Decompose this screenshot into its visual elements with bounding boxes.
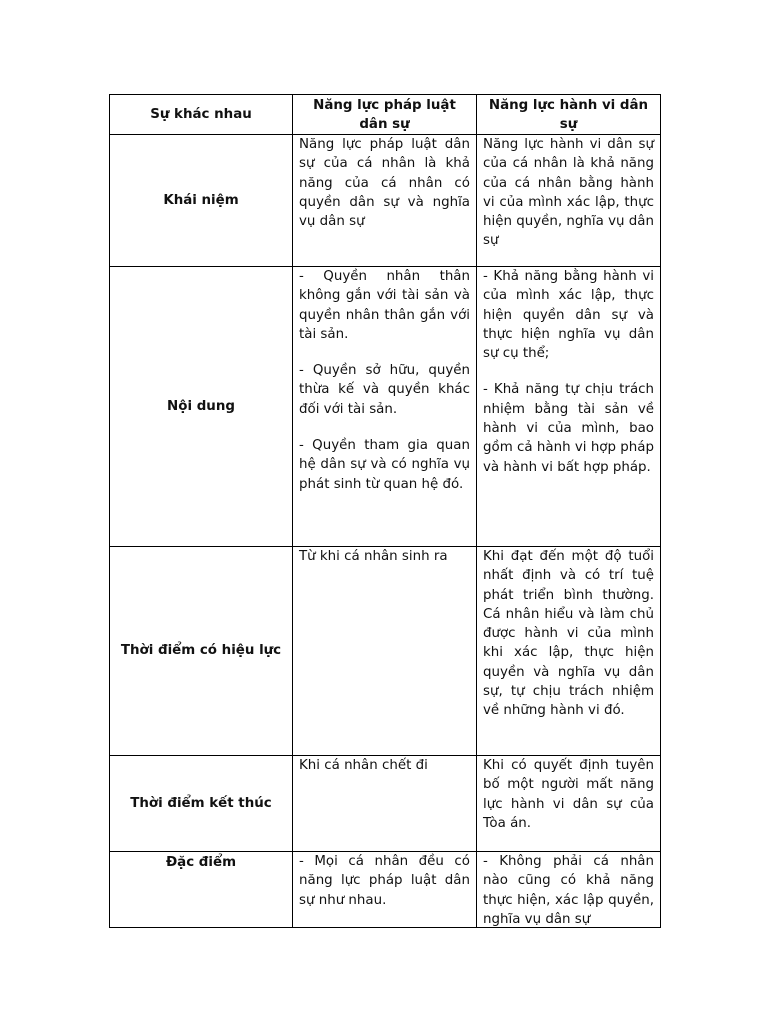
cell-text: Năng lực pháp luật dân sự của cá nhân là khả năng của cá nhân có quyền dân sự và nghĩa vụ dân sự	[299, 137, 470, 230]
cell-concept-legal	[293, 135, 477, 267]
cell-text: Từ khi cá nhân sinh ra	[299, 549, 448, 564]
row-label-content: Nội dung	[110, 267, 293, 547]
cell-features-act	[477, 852, 661, 928]
cell-content-act	[477, 267, 661, 547]
header-differences: Sự khác nhau	[110, 95, 293, 135]
cell-text: Khi đạt đến một độ tuổi nhất định và có trí tuệ phát triển bình thường. Cá nhân hiểu và làm chủ được hành vi của mình khi xác lập, thực hiện quyền và nghĩa vụ dân sự, tự chịu trách nhiệm về những hành vi đó.	[483, 549, 654, 719]
table-row	[110, 547, 661, 756]
cell-start-legal	[293, 547, 477, 756]
table-row	[110, 135, 661, 267]
row-label-end: Thời điểm kết thúc	[110, 756, 293, 852]
cell-start-act	[477, 547, 661, 756]
comparison-table	[109, 94, 661, 928]
header-legal-capacity: Năng lực pháp luật dân sự	[293, 95, 477, 135]
cell-text: - Mọi cá nhân đều có năng lực pháp luật dân sự như nhau.	[299, 854, 470, 908]
cell-text: - Quyền sở hữu, quyền thừa kế và quyền khác đối với tài sản.	[299, 363, 470, 417]
document-page	[109, 94, 660, 928]
header-act-capacity: Năng lực hành vi dân sự	[477, 95, 661, 135]
cell-text: - Khả năng tự chịu trách nhiệm bằng tài sản về hành vi của mình, bao gồm cả hành vi hợp pháp và hành vi bất hợp pháp.	[483, 382, 654, 475]
cell-text: - Không phải cá nhân nào cũng có khả năng thực hiện, xác lập quyền, nghĩa vụ dân sự	[483, 854, 654, 927]
cell-end-legal	[293, 756, 477, 852]
cell-end-act	[477, 756, 661, 852]
cell-text: - Quyền tham gia quan hệ dân sự và có nghĩa vụ phát sinh từ quan hệ đó.	[299, 438, 470, 492]
cell-text: Khi có quyết định tuyên bố một người mất năng lực hành vi dân sự của Tòa án.	[483, 758, 654, 831]
table-row	[110, 756, 661, 852]
row-label-features: Đặc điểm	[110, 852, 293, 928]
table-row	[110, 852, 661, 928]
cell-text: Khi cá nhân chết đi	[299, 758, 428, 773]
cell-features-legal	[293, 852, 477, 928]
row-label-concept: Khái niệm	[110, 135, 293, 267]
cell-text: Năng lực hành vi dân sự của cá nhân là khả năng của cá nhân bằng hành vi của mình xác lập, thực hiện quyền, nghĩa vụ dân sự	[483, 137, 654, 249]
cell-text: - Quyền nhân thân không gắn với tài sản và quyền nhân thân gắn với tài sản.	[299, 269, 470, 342]
row-label-start: Thời điểm có hiệu lực	[110, 547, 293, 756]
cell-concept-act	[477, 135, 661, 267]
table-row	[110, 267, 661, 547]
cell-text: - Khả năng bằng hành vi của mình xác lập, thực hiện quyền dân sự và thực hiện nghĩa vụ dân sự cụ thể;	[483, 269, 654, 362]
table-header-row	[110, 95, 661, 135]
cell-content-legal	[293, 267, 477, 547]
